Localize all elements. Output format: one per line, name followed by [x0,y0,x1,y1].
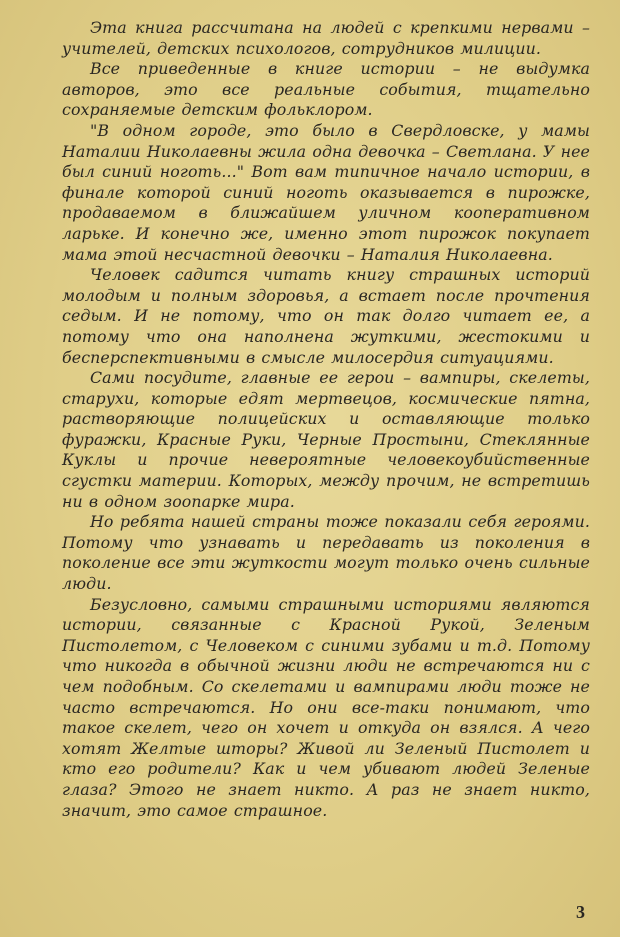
page-text [62,18,590,821]
paragraph-kids: Но ребята нашей страны тоже показали себя героями. Потому что узнавать и передавать из поколения в поколение все эти жуткости могут только очень сильные люди. [62,512,590,594]
paragraph-authenticity: Все приведенные в книге истории – не выдумка авторов, это все реальные события, тщательно сохраняемые детским фольклором. [62,59,590,120]
paragraph-heroes: Сами посудите, главные ее герои – вампиры, скелеты, старухи, которые едят мертвецов, космические пятна, растворяющие полицейских и оставляющие только фуражки, Красные Руки, Черные Простыни, Стеклянные Куклы и прочие невероятные человекоубийственные сгустки материи. Которых, между прочим, не встретишь ни в одном зоопарке мира. [62,368,590,511]
paragraph-scariest: Безусловно, самыми страшными историями являются истории, связанные с Красной Рукой, Зеленым Пистолетом, с Человеком с синими зубами и т.д. Потому что никогда в обычной жизни люди не встречаются ни с чем подобным. Со скелетами и вампирами люди тоже не часто встречаются. Но они все-таки понимают, что такое скелет, чего он хочет и откуда он взялся. А чего хотят Желтые шторы? Живой ли Зеленый Пистолет и кто его родители? Как и чем убивают людей Зеленые глаза? Этого не знает никто. А раз не знает никто, значит, это самое страшное. [62,594,590,820]
paragraph-blue-nail: "В одном городе, это было в Свердловске, у мамы Наталии Николаевны жила одна девочка – Светлана. У нее был синий ноготь..." Вот вам типичное начало истории, в финале которой синий ноготь оказывается в пирожке, продаваемом в ближайшем уличном кооперативном ларьке. И конечно же, именно этот пирожок покупает мама этой несчастной девочки – Наталия Николаевна. [62,120,590,264]
paragraph-intro: Эта книга рассчитана на людей с крепкими нервами – учителей, детских психологов, сотрудников милиции. [62,18,590,58]
page-number: 3 [576,902,585,922]
paragraph-reader: Человек садится читать книгу страшных историй молодым и полным здоровья, а встает после прочтения седым. И не потому, что он так долго читает ее, а потому что она наполнена жуткими, жестокими и бесперспективными в смысле милосердия ситуациями. [62,265,590,367]
